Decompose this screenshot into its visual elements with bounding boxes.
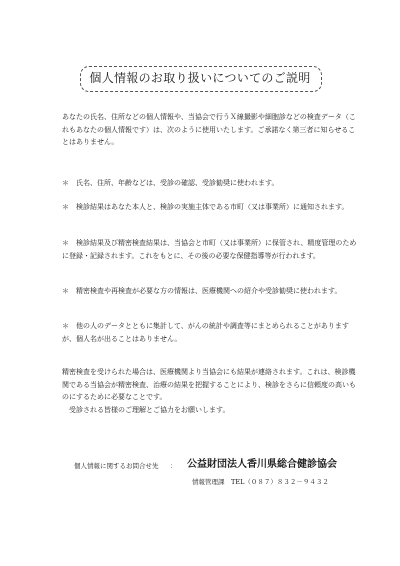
bullet-item-1: ＊ 氏名、住所、年齢などは、受診の確認、受診勧奨に使われます。 xyxy=(62,179,279,187)
bullet-item-2: ＊ 検診結果はあなた本人と、検診の実施主体である市町（又は事業所）に通知されます。 xyxy=(62,203,349,211)
page-title: 個人情報のお取り扱いについてのご説明 xyxy=(89,71,311,85)
bullet-item-5: ＊ 他の人のデータとともに集計して、がんの統計や調査等にまとめられることがありますが、個人名が出ることはありません。 xyxy=(62,322,349,343)
organization-name: 公益財団法人香川県総合健診協会 xyxy=(187,459,337,470)
outro-paragraph: 精密検査を受けられた場合は、医療機関より当協会にも結果が連絡されます。これは、検診機関である当協会が精密検査、治療の結果を把握することにより、検診をさらに信頼度の高いものにするために必要なことです。 受診される皆様のご理解とご協力をお願いします。 xyxy=(62,368,356,414)
bullet-item-3: ＊ 検診結果及び精密検査結果は、当協会と市町（又は事業所）に保管され、精度管理のために登録・記録されます。これをもとに、その後の必要な保健指導等が行われます。 xyxy=(62,239,357,260)
contact-label: 個人情報に関するお問合せ先 xyxy=(74,462,159,470)
contact-separator: ： xyxy=(170,462,177,470)
intro-paragraph: あなたの氏名、住所などの個人情報や、当協会で行うＸ線撮影や細胞診などの検査データ（これもあなたの個人情報です）は、次のように使用いたします。ご承諾なく第三者に知らせることはありません。 xyxy=(62,113,356,146)
bullet-item-4: ＊ 精密検査や再検査が必要な方の情報は、医療機関への紹介や受診勧奨に使われます。 xyxy=(62,287,342,295)
department-phone: 情報管理課 TEL（０８７）８３２－９４３２ xyxy=(192,478,329,486)
